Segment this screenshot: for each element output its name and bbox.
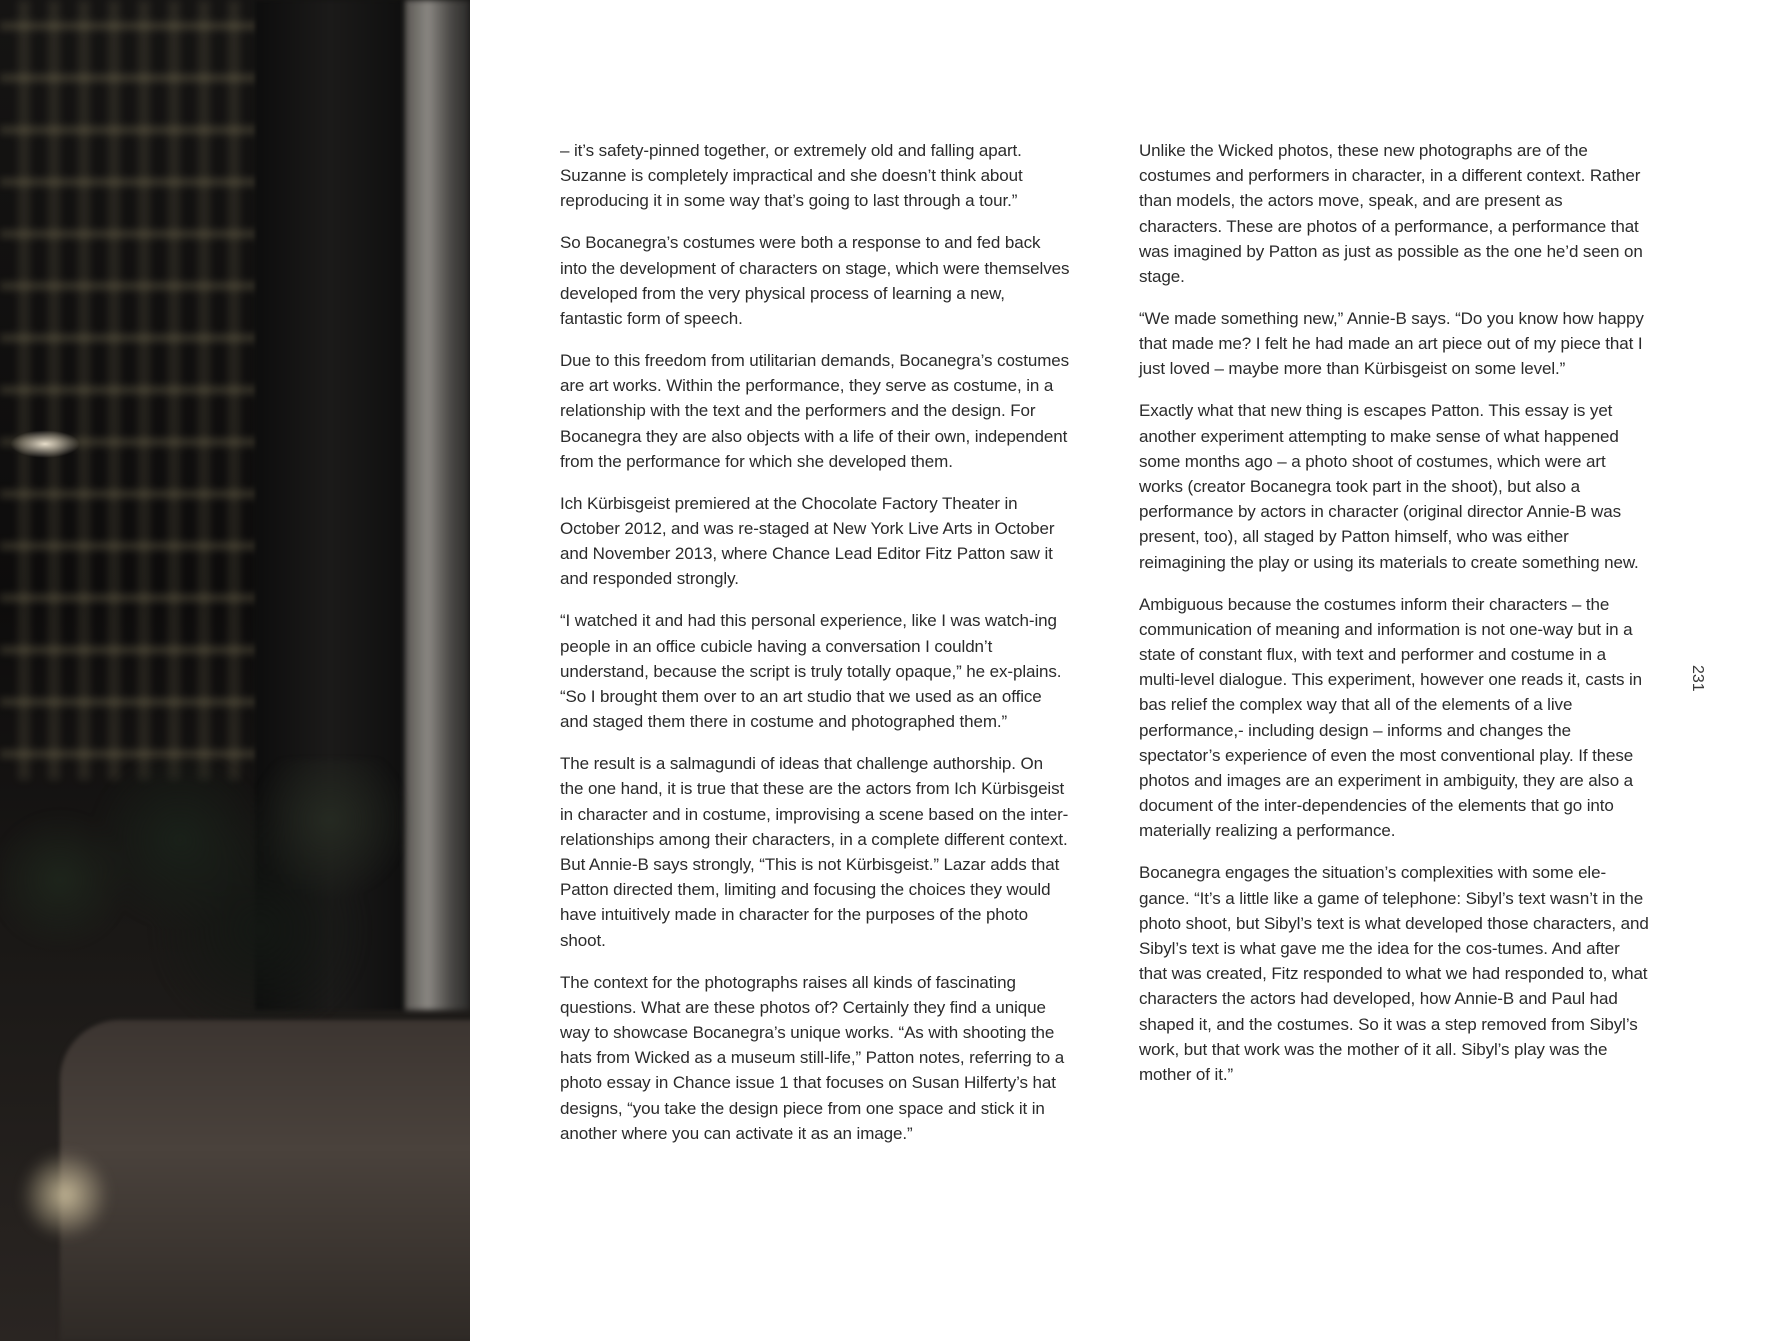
paragraph: Due to this freedom from utilitarian demands, Bocanegra’s costumes are art works. Within the performance, they serve as costume, in a relationship with the text and the performers and the design. For Bocanegra they are also objects with a life of their own, independent from the performance for which she developed them. bbox=[560, 351, 1070, 471]
left-text-column bbox=[560, 138, 1070, 1163]
planter-pot bbox=[60, 1020, 470, 1341]
page-number: 231 bbox=[1689, 665, 1706, 692]
paragraph: – it’s safety-pinned together, or extremely old and falling apart. Suzanne is completely impractical and she doesn’t think about reproducing it in some way that’s going to last through a tour.” bbox=[560, 141, 1023, 211]
paragraph: Ambiguous because the costumes inform their characters – the communication of meaning and information is not one-way but in a state of constant flux, with text and performer and costume in a multi-level dialogue. This experiment, however one reads it, casts in bas relief the complex way that all of the elements of a live performance,- including design – informs and changes the spectator’s experience of even the most conventional play. If these photos and images are an experiment in ambiguity, they are also a document of the inter-dependencies of the elements that go into materially realizing a performance. bbox=[1139, 594, 1643, 841]
blurred-office-photo bbox=[0, 0, 470, 1341]
paragraph: “I watched it and had this personal experience, like I was watch-ing people in an office cubicle having a conversation I couldn’t understand, because the script is truly totally opaque,” he ex-plains. “So I brought them over to an art studio that we used as an office and staged them there in costume and photographed them.” bbox=[560, 611, 1062, 732]
paragraph: The result is a salmagundi of ideas that challenge authorship. On the one hand, it is true that these are the actors from Ich Kürbisgeist in character and in costume, improvising a scene based on the inter-relationships among their characters, in a complete different context. But Annie-B says strongly, “This is not Kürbisgeist.” Lazar adds that Patton directed them, limiting and focusing the choices they would have intuitively made in character for the purposes of the photo shoot. bbox=[560, 754, 1069, 950]
paragraph: “We made something new,” Annie-B says. “Do you know how happy that made me? I felt he had made an art piece out of my piece that I just loved – maybe more than Kürbisgeist on some level.” bbox=[1139, 309, 1644, 379]
floor-light-glow bbox=[20, 1150, 110, 1240]
lamp-glow bbox=[10, 430, 80, 458]
window-lights bbox=[0, 0, 260, 780]
paragraph: Bocanegra engages the situation’s complexities with some ele-gance. “It’s a little like a game of telephone: Sibyl’s text wasn’t in the photo shoot, but Sibyl’s text is what developed those characters, and Sibyl’s text is what gave me the idea for the cos-tumes. And after that was created, Fitz responded to what we had responded to, what characters the actors had developed, how Annie-B and Paul had shaped it, and the costumes. So it was a step removed from Sibyl’s work, but that work was the mother of it all. Sibyl’s play was the mother of it.” bbox=[1139, 863, 1649, 1085]
right-text-column bbox=[1139, 138, 1649, 1104]
paragraph: Exactly what that new thing is escapes Patton. This essay is yet another experiment attempting to make sense of what happened some months ago – a photo shoot of costumes, which were art works (creator Bocanegra took part in the shoot), but also a performance by actors in character (original director Annie-B was present, too), all staged by Patton himself, who was either reimagining the play or using its materials to create something new. bbox=[1139, 401, 1639, 572]
paragraph: So Bocanegra’s costumes were both a response to and fed back into the development of characters on stage, which were themselves developed from the very physical process of learning a new, fantastic form of speech. bbox=[560, 233, 1070, 329]
paragraph: Unlike the Wicked photos, these new photographs are of the costumes and performers in character, in a different context. Rather than models, the actors move, speak, and are present as characters. These are photos of a performance, a performance that was imagined by Patton as just as possible as the one he’d seen on stage. bbox=[1139, 141, 1643, 287]
plant-foliage bbox=[0, 760, 470, 1060]
paragraph: Ich Kürbisgeist premiered at the Chocolate Factory Theater in October 2012, and was re-staged at New York Live Arts in October and November 2013, where Chance Lead Editor Fitz Patton saw it and responded strongly. bbox=[560, 493, 1055, 589]
paragraph: The context for the photographs raises all kinds of fascinating questions. What are these photos of? Certainly they find a unique way to showcase Bocanegra’s unique works. “As with shooting the hats from Wicked as a museum still-life,” Patton notes, referring to a photo essay in Chance issue 1 that focuses on Susan Hilferty’s hat designs, “you take the design piece from one space and stick it in another where you can activate it as an image.” bbox=[560, 972, 1065, 1143]
